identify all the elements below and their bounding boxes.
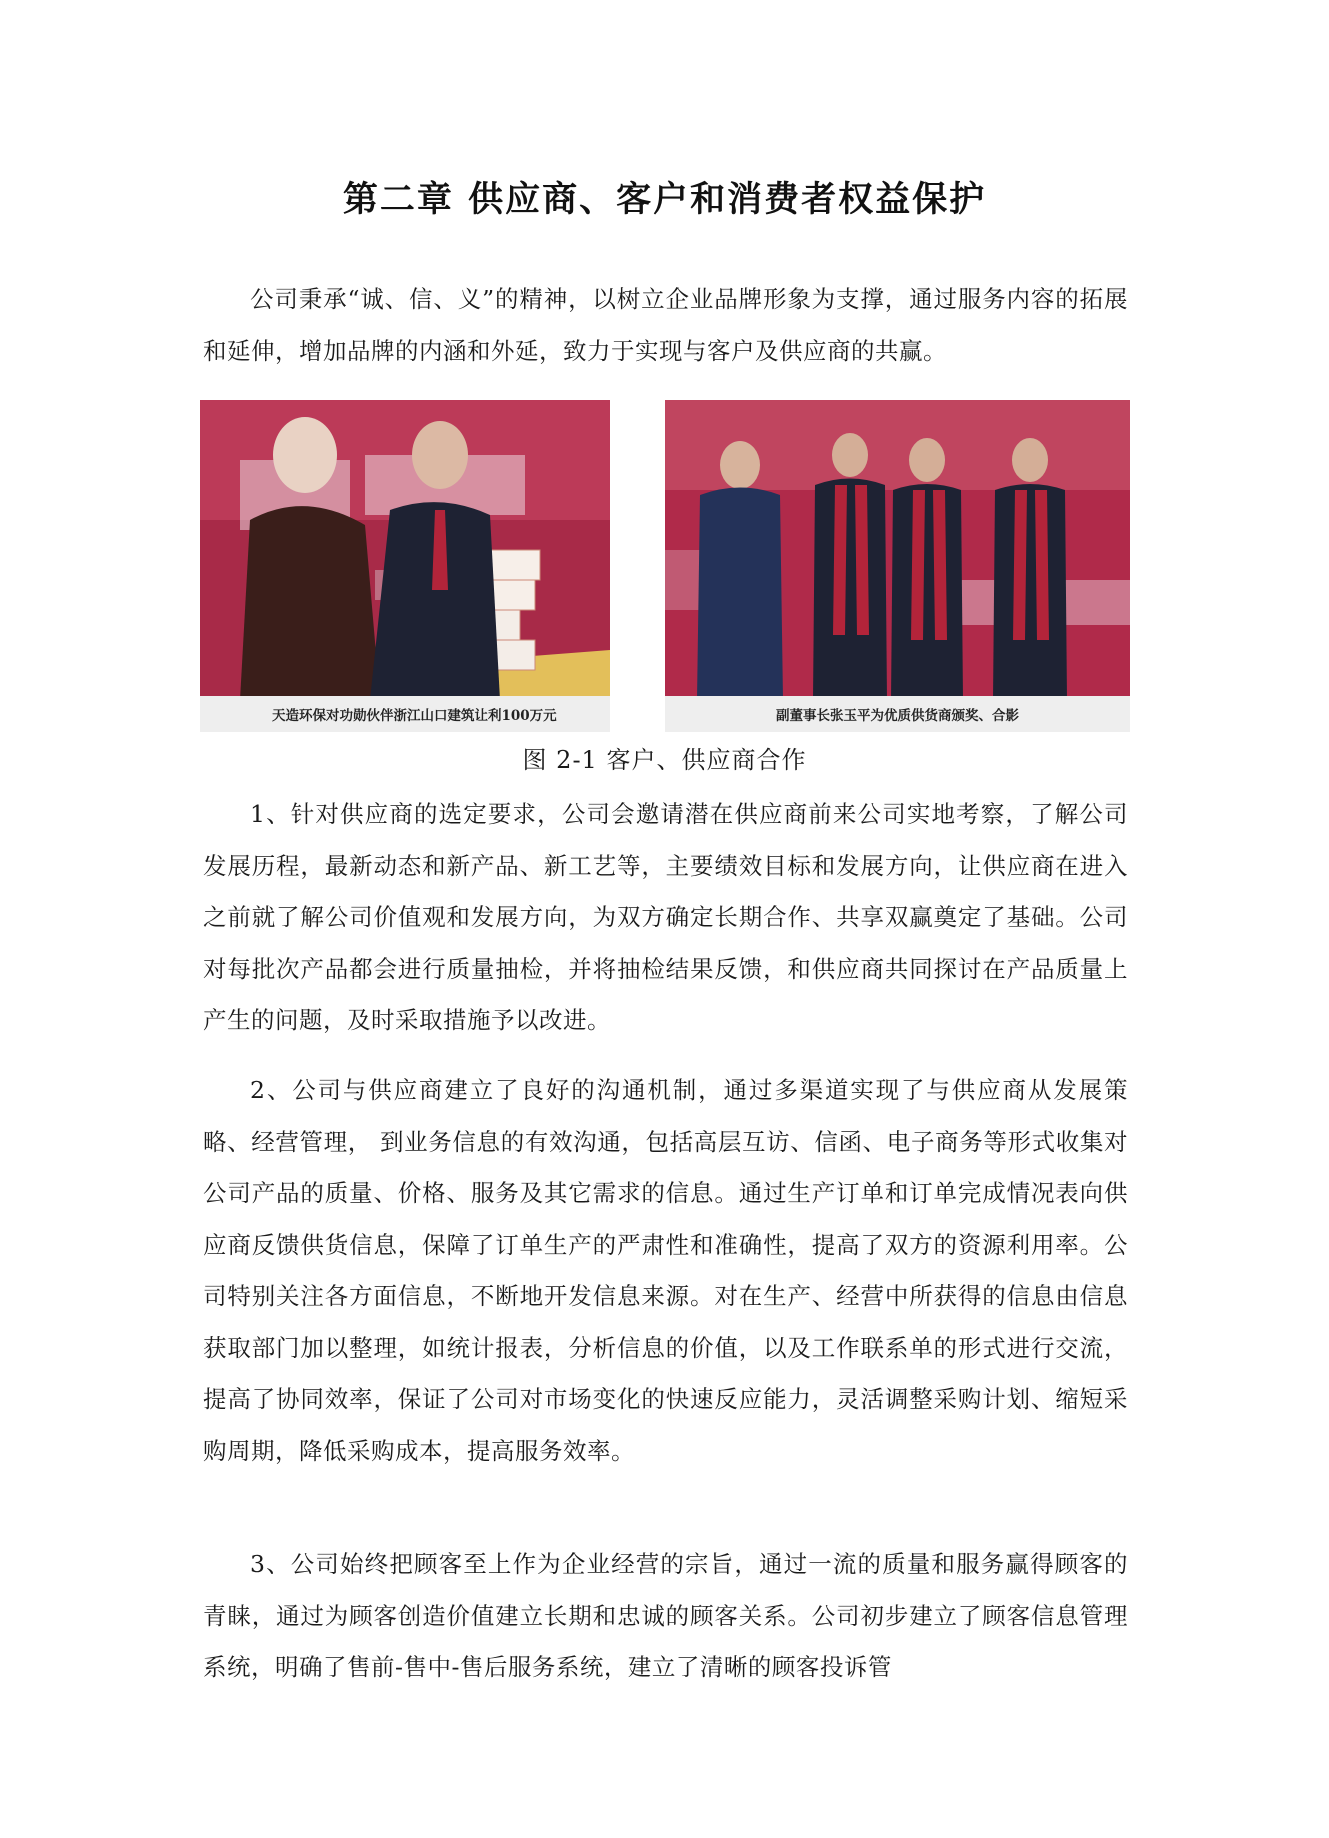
chapter-title: 第二章 供应商、客户和消费者权益保护 (342, 180, 987, 220)
figure-caption: 图 2-1 客户、供应商合作 (522, 746, 807, 774)
photo-handshake (200, 400, 610, 732)
figure-photos (200, 400, 1130, 732)
paragraph-1: 1、针对供应商的选定要求，公司会邀请潜在供应商前来公司实地考察，了解公司发展历程，最新动态和新产品、新工艺等，主要绩效目标和发展方向，让供应商在进入之前就了解公司价值观和发展方向，为双方确定长期合作、共享双赢奠定了基础。公司对每批次产品都会进行质量抽检，并将抽检结果反馈，和供应商共同探讨在产品质量上产生的问题，及时采取措施予以改进。 (203, 800, 1128, 1034)
left-photo-caption: 天造环保对功勋伙伴浙江山口建筑让利100万元 (272, 708, 557, 724)
right-photo-caption: 副董事长张玉平为优质供货商颁奖、合影 (776, 708, 1019, 724)
paragraph-3: 3、公司始终把顾客至上作为企业经营的宗旨，通过一流的质量和服务赢得顾客的青睐，通过为顾客创造价值建立长期和忠诚的顾客关系。公司初步建立了顾客信息管理系统，明确了售前-售中-售后服务系统，建立了清晰的顾客投诉管 (203, 1550, 1128, 1681)
award-photo-image (665, 400, 1130, 732)
photo-award-group (665, 400, 1130, 732)
intro-paragraph: 公司秉承“诚、信、义”的精神，以树立企业品牌形象为支撑，通过服务内容的拓展和延伸，增加品牌的内涵和外延，致力于实现与客户及供应商的共赢。 (203, 285, 1128, 365)
paragraph-2: 2、公司与供应商建立了良好的沟通机制，通过多渠道实现了与供应商从发展策略、经营管理， 到业务信息的有效沟通，包括高层互访、信函、电子商务等形式收集对公司产品的质量、价格、服务及其它需求的信息。通过生产订单和订单完成情况表向供应商反馈供货信息，保障了订单生产的严肃性和准确性，提高了双方的资源利用率。公司特别关注各方面信息，不断地开发信息来源。对在生产、经营中所获得的信息由信息获取部门加以整理，如统计报表，分析信息的价值，以及工作联系单的形式进行交流，提高了协同效率，保证了公司对市场变化的快速反应能力，灵活调整采购计划、缩短采购周期，降低采购成本，提高服务效率。 (203, 1076, 1128, 1465)
handshake-photo-image (200, 400, 610, 732)
